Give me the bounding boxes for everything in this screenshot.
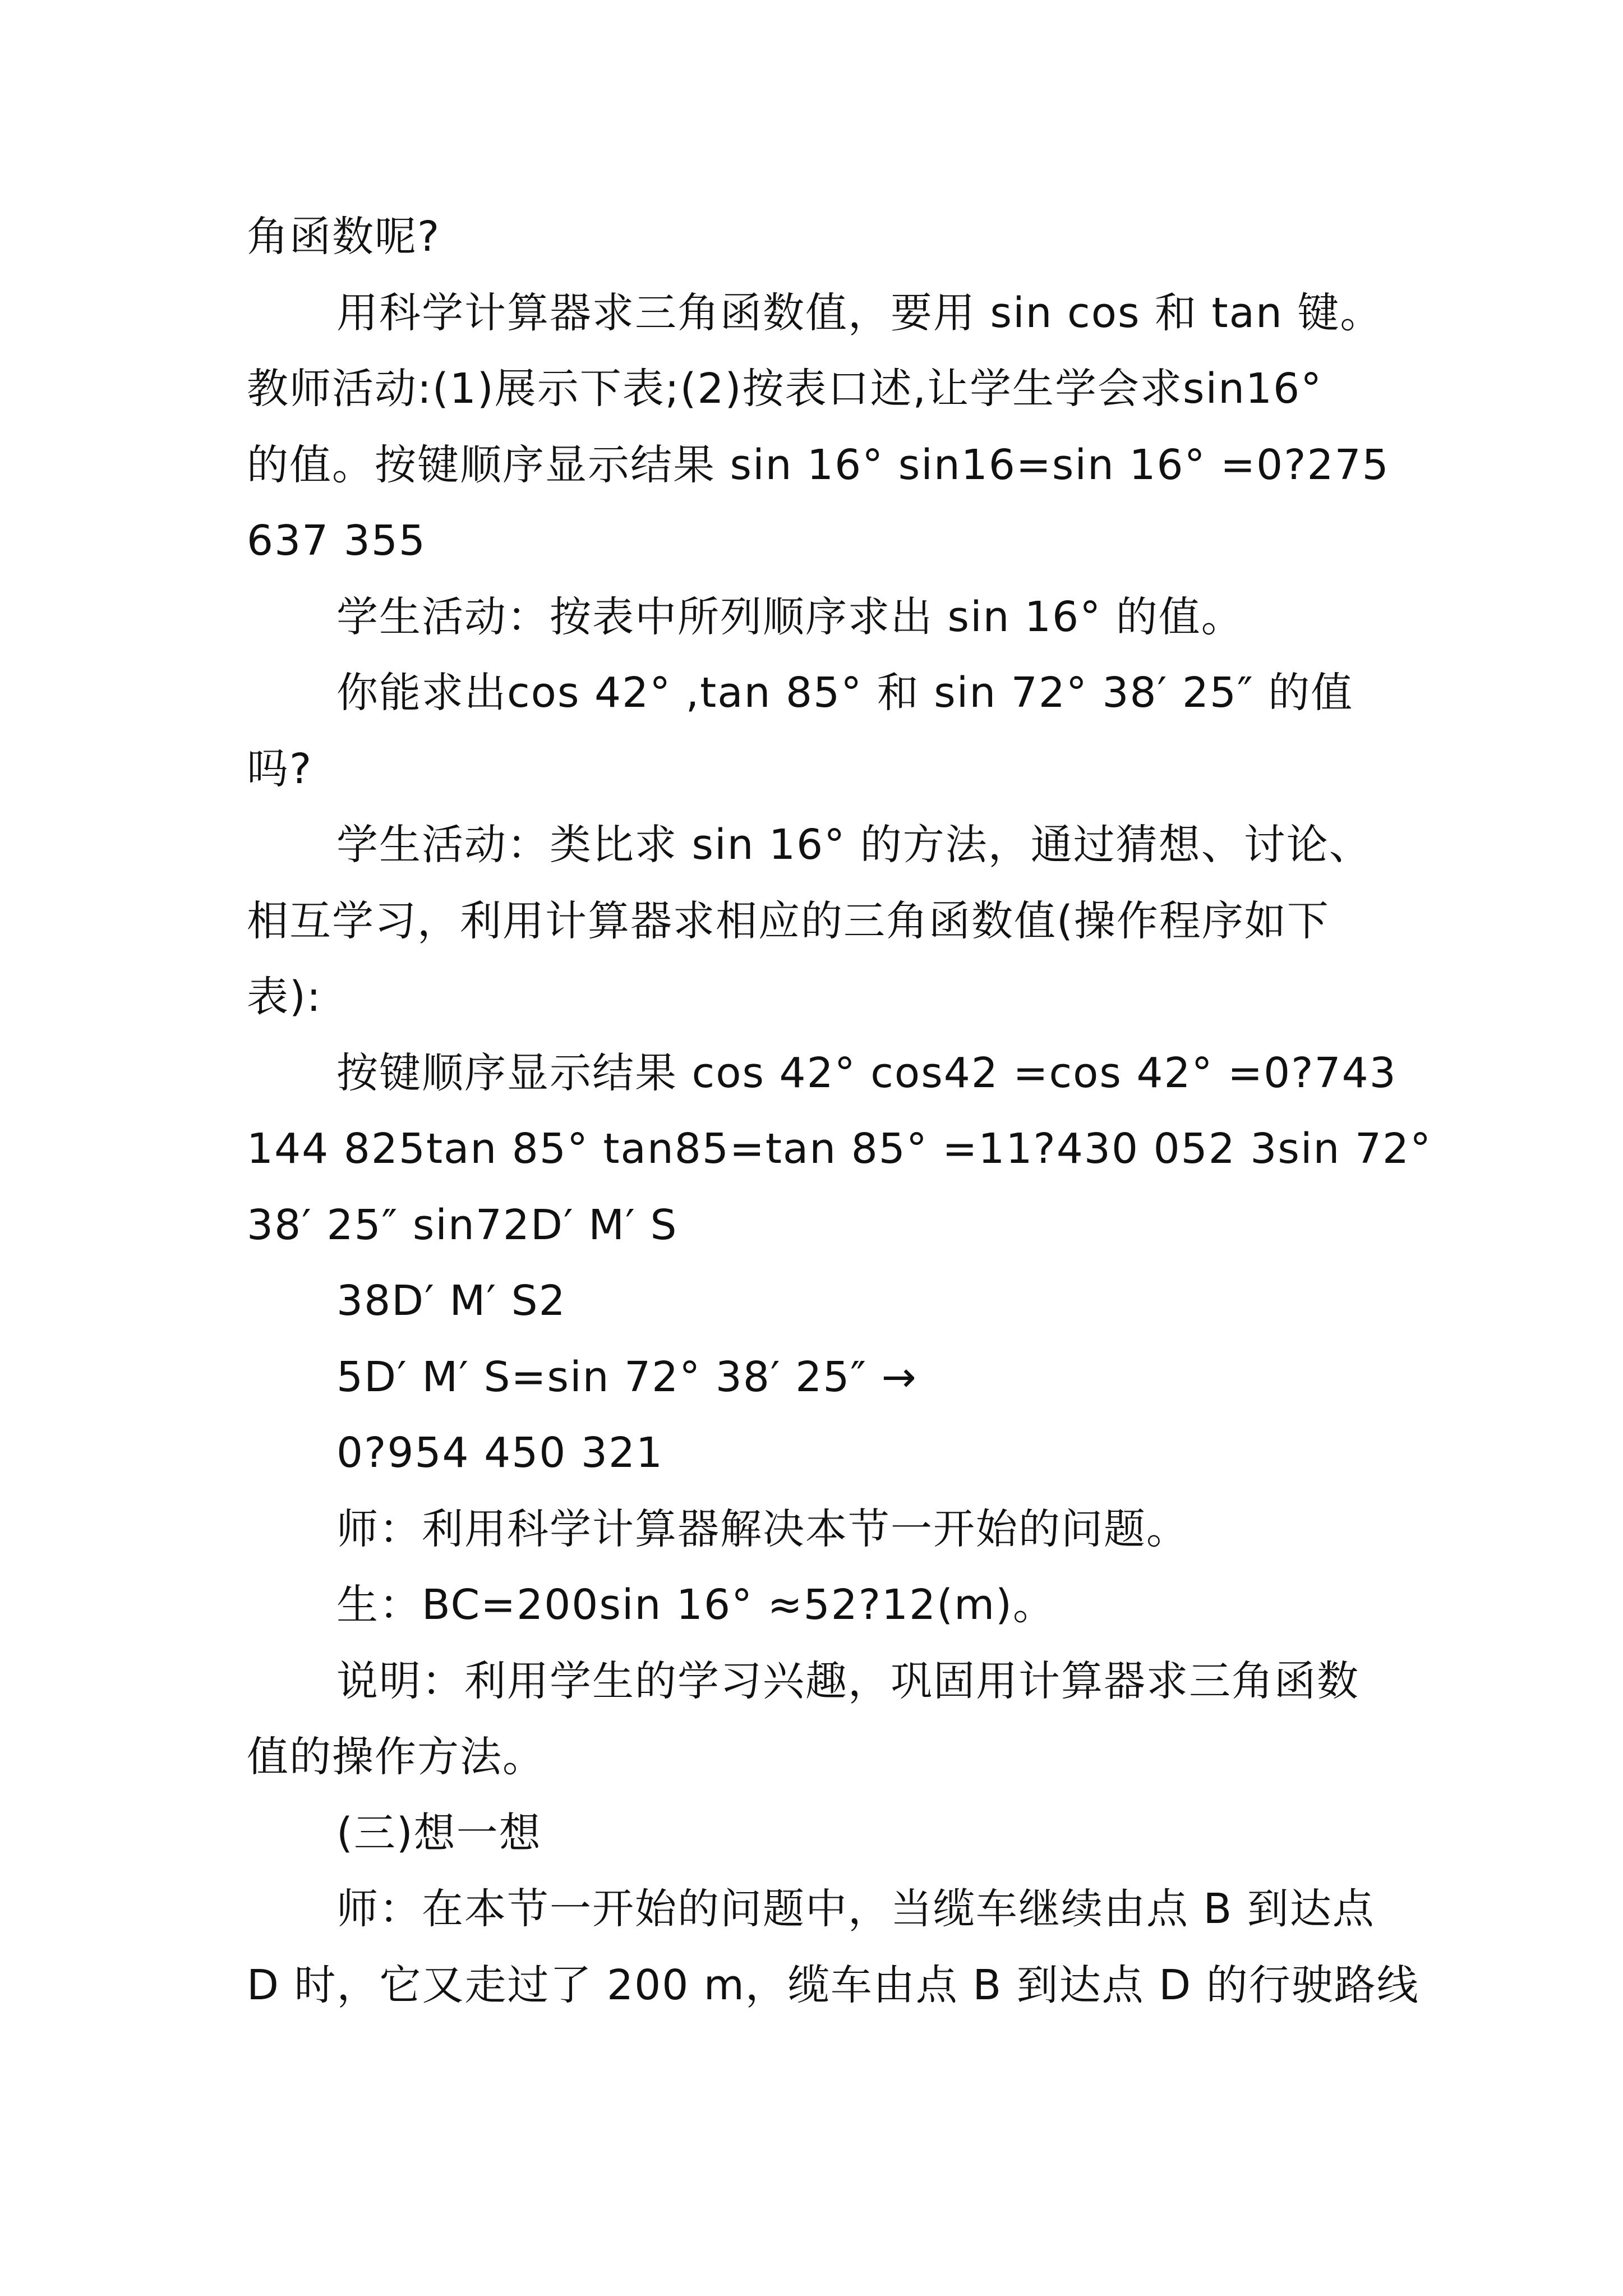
text-line: 144 825tan 85° tan85=tan 85° =11?430 052 3sin 72° (247, 1125, 1432, 1173)
text-line: D 时，它又走过了 200 m，缆车由点 B 到达点 D 的行驶路线 (247, 1961, 1419, 2009)
text-line: 值的操作方法。 (247, 1733, 545, 1781)
text-line: 按键顺序显示结果 cos 42° cos42 =cos 42° =0?743 (336, 1049, 1397, 1097)
text-line: 学生活动：按表中所列顺序求出 sin 16° 的值。 (336, 593, 1244, 641)
text-line: 表): (247, 973, 322, 1021)
text-line: 5D′ M′ S=sin 72° 38′ 25″ → (336, 1353, 917, 1401)
text-line: 师：在本节一开始的问题中，当缆车继续由点 B 到达点 (336, 1885, 1375, 1933)
text-line: 教师活动:(1)展示下表;(2)按表口述,让学生学会求sin16° (247, 365, 1323, 413)
section-heading: (三)想一想 (336, 1809, 542, 1857)
text-line: 38D′ M′ S2 (336, 1277, 566, 1325)
text-line: 师：利用科学计算器解决本节一开始的问题。 (336, 1505, 1189, 1553)
text-line: 学生活动：类比求 sin 16° 的方法，通过猜想、讨论、 (336, 821, 1372, 869)
text-line: 你能求出cos 42° ,tan 85° 和 sin 72° 38′ 25″ 的值 (336, 669, 1354, 717)
text-line: 说明：利用学生的学习兴趣，巩固用计算器求三角函数 (336, 1657, 1359, 1705)
text-line: 角函数呢? (247, 213, 441, 261)
text-line: 用科学计算器求三角函数值，要用 sin cos 和 tan 键。 (336, 289, 1383, 337)
text-line: 38′ 25″ sin72D′ M′ S (247, 1201, 678, 1249)
text-line: 0?954 450 321 (336, 1429, 664, 1477)
text-line: 637 355 (247, 517, 427, 565)
text-line: 生：BC=200sin 16° ≈52?12(m)。 (336, 1581, 1056, 1629)
text-line: 的值。按键顺序显示结果 sin 16° sin16=sin 16° =0?275 (247, 441, 1390, 489)
text-line: 吗? (247, 745, 313, 793)
text-line: 相互学习，利用计算器求相应的三角函数值(操作程序如下 (247, 897, 1330, 945)
